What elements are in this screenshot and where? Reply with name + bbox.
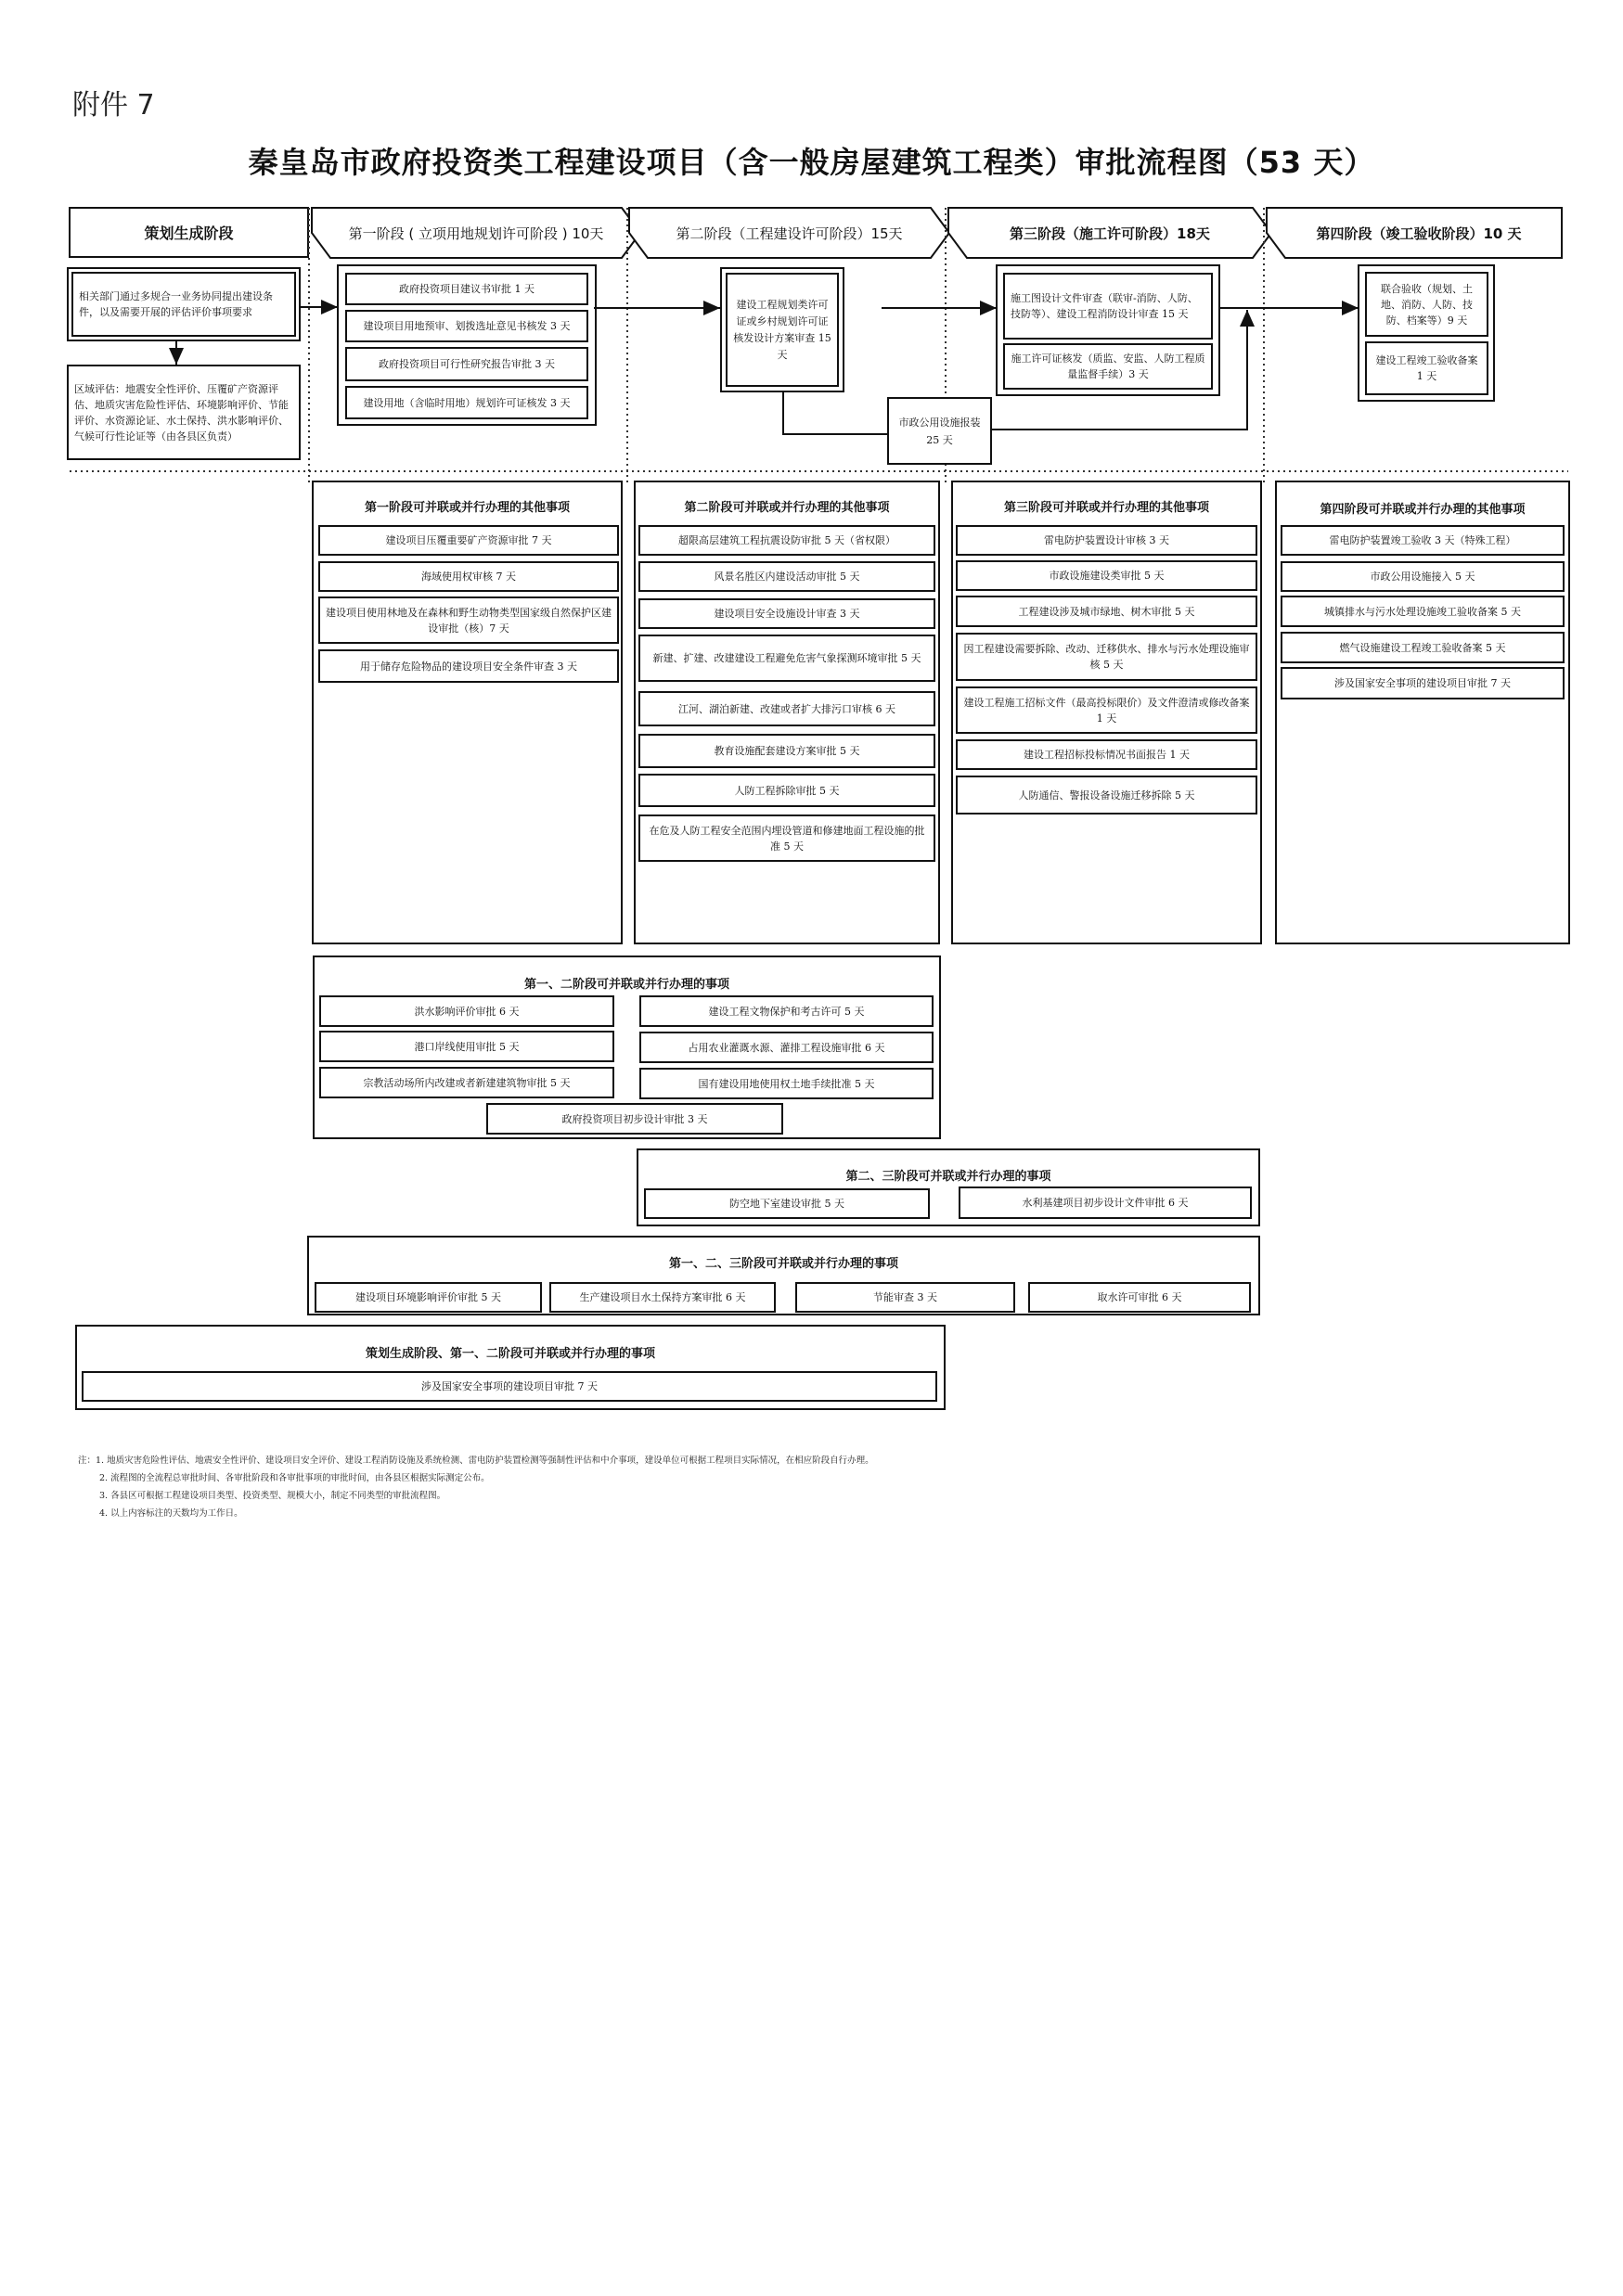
parallel4-item: 城镇排水与污水处理设施竣工验收备案 5 天 (1281, 596, 1565, 627)
parallel12-item: 政府投资项目初步设计审批 3 天 (486, 1103, 783, 1135)
note-line: 注：1. 地质灾害危险性评估、地震安全性评价、建设项目安全评价、建设工程消防设施及系统检测、雷电防护装置检测等强制性评估和中介事项，建设单位可根据工程项目实际情况，在相应阶段自行办理。 (78, 1456, 874, 1466)
parallel2-item: 超限高层建筑工程抗震设防审批 5 天（省权限） (638, 525, 935, 556)
parallel2-item: 新建、扩建、改建建设工程避免危害气象探测环境审批 5 天 (638, 635, 935, 682)
planning-main-box: 相关部门通过多规合一业务协同提出建设条件，以及需要开展的评估评价事项要求 (71, 272, 296, 337)
stage1-item: 政府投资项目可行性研究报告审批 3 天 (345, 347, 588, 381)
stage1-item: 政府投资项目建议书审批 1 天 (345, 273, 588, 305)
parallel2-item: 江河、湖泊新建、改建或者扩大排污口审核 6 天 (638, 691, 935, 726)
parallel2-item: 建设项目安全设施设计审查 3 天 (638, 598, 935, 629)
parallel-p12-title: 策划生成阶段、第一、二阶段可并联或并行办理的事项 (365, 1347, 655, 1361)
page-title: 秦皇岛市政府投资类工程建设项目（含一般房屋建筑工程类）审批流程图（53 天） (248, 145, 1375, 180)
parallel2-title: 第二阶段可并联或并行办理的其他事项 (684, 501, 890, 515)
parallel1-item: 建设项目压覆重要矿产资源审批 7 天 (318, 525, 619, 556)
parallel-p12-item: 涉及国家安全事项的建设项目审批 7 天 (82, 1371, 937, 1402)
parallel23-item: 防空地下室建设审批 5 天 (644, 1188, 930, 1219)
stage-label-4: 第四阶段（竣工验收阶段）10 天 (1316, 224, 1522, 242)
parallel1-item: 用于储存危险物品的建设项目安全条件审查 3 天 (318, 649, 619, 683)
stage1-item: 建设用地（含临时用地）规划许可证核发 3 天 (345, 386, 588, 419)
parallel12-item: 国有建设用地使用权土地手续批准 5 天 (639, 1068, 934, 1099)
parallel123-item: 建设项目环境影响评价审批 5 天 (315, 1282, 542, 1313)
parallel12-item: 建设工程文物保护和考古许可 5 天 (639, 995, 934, 1027)
parallel12-item: 港口岸线使用审批 5 天 (319, 1031, 614, 1062)
note-line: 2. 流程图的全流程总审批时间、各审批阶段和各审批事项的审批时间，由各县区根据实际测定公布。 (99, 1473, 490, 1483)
parallel2-item: 风景名胜区内建设活动审批 5 天 (638, 561, 935, 592)
parallel4-item: 市政公用设施接入 5 天 (1281, 561, 1565, 592)
note-line: 3. 各县区可根据工程建设项目类型、投资类型、规模大小，制定不同类型的审批流程图。 (99, 1491, 446, 1501)
parallel23-title: 第二、三阶段可并联或并行办理的事项 (845, 1170, 1051, 1184)
parallel2-item: 教育设施配套建设方案审批 5 天 (638, 734, 935, 768)
parallel3-item: 因工程建设需要拆除、改动、迁移供水、排水与污水处理设施审核 5 天 (956, 633, 1257, 681)
stage-label-1: 第一阶段 ( 立项用地规划许可阶段 ) 10天 (348, 224, 604, 242)
parallel12-item: 洪水影响评价审批 6 天 (319, 995, 614, 1027)
parallel3-item: 人防通信、警报设备设施迁移拆除 5 天 (956, 776, 1257, 815)
notes (78, 1452, 1284, 1522)
parallel12-title: 第一、二阶段可并联或并行办理的事项 (523, 978, 729, 992)
stage3-item: 施工图设计文件审查（联审-消防、人防、技防等）、建设工程消防设计审查 15 天 (1003, 273, 1213, 340)
parallel2-item: 在危及人防工程安全范围内埋设管道和修建地面工程设施的批准 5 天 (638, 815, 935, 862)
parallel3-title: 第三阶段可并联或并行办理的其他事项 (1003, 501, 1209, 515)
stage4-item: 建设工程竣工验收备案 1 天 (1365, 341, 1488, 395)
parallel3-item: 市政设施建设类审批 5 天 (956, 560, 1257, 591)
parallel123-title: 第一、二、三阶段可并联或并行办理的事项 (668, 1257, 898, 1271)
stage2-main-box: 建设工程规划类许可证或乡村规划许可证核发设计方案审查 15 天 (726, 273, 839, 387)
regional-assessment-box: 区域评估：地震安全性评价、压覆矿产资源评估、地质灾害危险性评估、环境影响评价、节能评价、水资源论证、水土保持、洪水影响评价、气候可行性论证等（由各县区负责） (67, 365, 301, 460)
parallel3-item: 工程建设涉及城市绿地、树木审批 5 天 (956, 596, 1257, 627)
parallel3-item: 雷电防护装置设计审核 3 天 (956, 525, 1257, 556)
parallel4-item: 涉及国家安全事项的建设项目审批 7 天 (1281, 667, 1565, 699)
parallel3-item: 建设工程施工招标文件（最高投标限价）及文件澄清或修改备案 1 天 (956, 686, 1257, 734)
parallel2-item: 人防工程拆除审批 5 天 (638, 774, 935, 807)
parallel4-title: 第四阶段可并联或并行办理的其他事项 (1320, 503, 1526, 517)
parallel1-item: 建设项目使用林地及在森林和野生动物类型国家级自然保护区建设审批（核）7 天 (318, 596, 619, 644)
parallel1-item: 海域使用权审核 7 天 (318, 561, 619, 592)
note-line: 4. 以上内容标注的天数均为工作日。 (99, 1508, 243, 1519)
parallel4-item: 燃气设施建设工程竣工验收备案 5 天 (1281, 632, 1565, 663)
parallel123-item: 取水许可审批 6 天 (1028, 1282, 1251, 1313)
stage4-item: 联合验收（规划、土地、消防、人防、技防、档案等）9 天 (1365, 272, 1488, 337)
stage1-item: 建设项目用地预审、划拨选址意见书核发 3 天 (345, 310, 588, 342)
parallel12-item: 宗教活动场所内改建或者新建建筑物审批 5 天 (319, 1067, 614, 1098)
attachment-label: 附件 7 (72, 89, 155, 122)
parallel1-title: 第一阶段可并联或并行办理的其他事项 (364, 501, 570, 515)
stage-label-planning: 策划生成阶段 (144, 224, 234, 242)
stage3-item: 施工许可证核发（质监、安监、人防工程质量监督手续）3 天 (1003, 343, 1213, 390)
municipal-utility-box: 市政公用设施报装 25 天 (887, 397, 992, 465)
stage-label-3: 第三阶段（施工许可阶段）18天 (1010, 224, 1210, 242)
parallel3-item: 建设工程招标投标情况书面报告 1 天 (956, 739, 1257, 770)
parallel123-item: 生产建设项目水土保持方案审批 6 天 (549, 1282, 776, 1313)
parallel123-item: 节能审查 3 天 (795, 1282, 1015, 1313)
parallel12-item: 占用农业灌溉水源、灌排工程设施审批 6 天 (639, 1032, 934, 1063)
stage-label-2: 第二阶段（工程建设许可阶段）15天 (676, 224, 903, 242)
parallel4-item: 雷电防护装置竣工验收 3 天（特殊工程） (1281, 525, 1565, 556)
parallel23-item: 水利基建项目初步设计文件审批 6 天 (959, 1186, 1252, 1219)
